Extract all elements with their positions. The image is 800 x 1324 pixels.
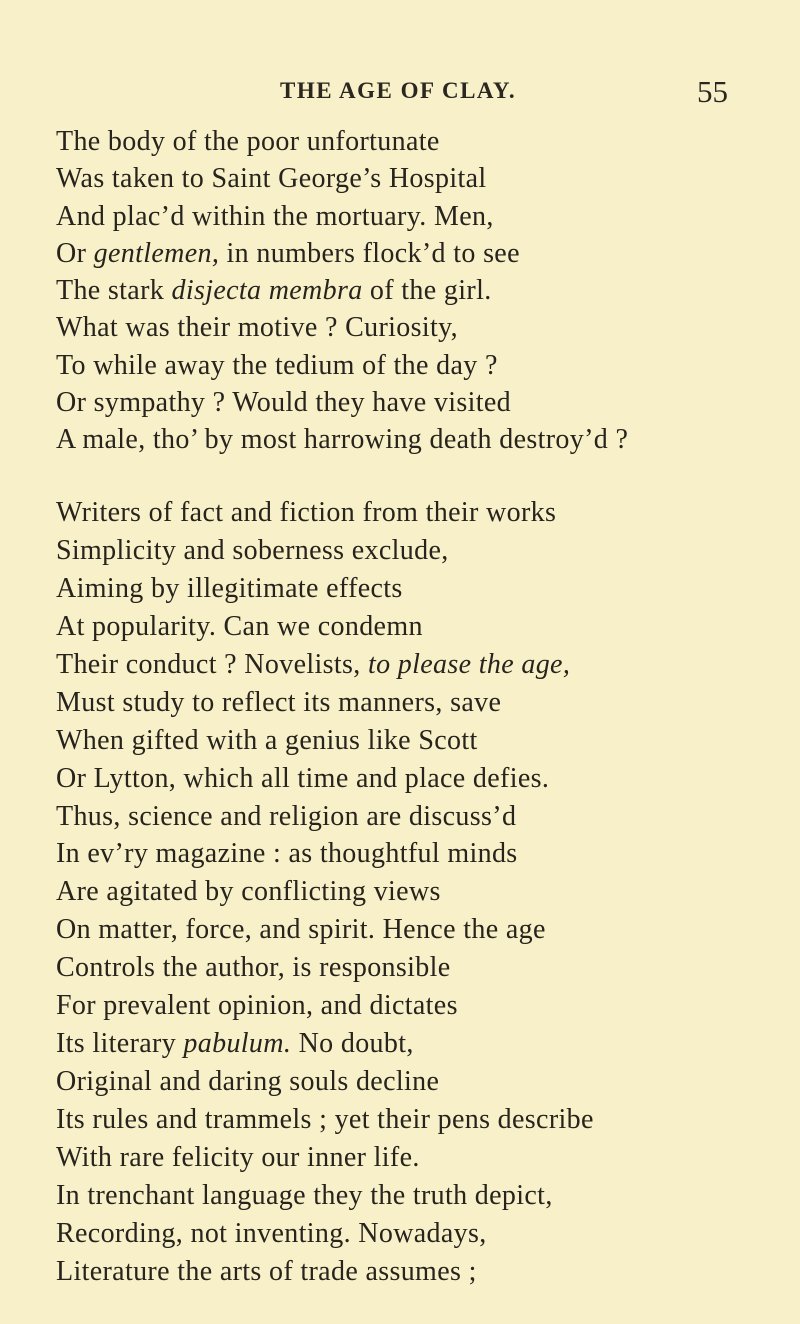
poem-line bbox=[56, 608, 796, 646]
poem-line bbox=[56, 722, 796, 760]
poem-line bbox=[56, 873, 796, 911]
line-text: Aiming by illegitimate effects bbox=[56, 572, 403, 604]
poem-line bbox=[56, 123, 796, 160]
poem-line bbox=[56, 949, 796, 987]
line-text: What was their motive ? Curiosity, bbox=[56, 312, 458, 344]
line-text: Original and daring souls decline bbox=[56, 1066, 440, 1098]
poem-line bbox=[56, 684, 796, 722]
line-text: The body of the poor unfortunate bbox=[56, 126, 440, 157]
line-text: For prevalent opinion, and dictates bbox=[56, 990, 458, 1022]
line-text: At popularity. Can we condemn bbox=[56, 610, 423, 642]
line-text: In ev’ry magazine : as thoughtful minds bbox=[56, 838, 518, 870]
poem-line bbox=[56, 760, 796, 798]
poem-line bbox=[56, 911, 796, 949]
line-text: in numbers flock’d to see bbox=[219, 237, 520, 269]
line-text: To while away the tedium of the day ? bbox=[56, 349, 498, 381]
line-text: Their conduct ? Novelists, bbox=[56, 648, 368, 680]
stanza bbox=[56, 494, 796, 1291]
poem-line bbox=[56, 646, 796, 684]
line-text: And plac’d within the mortuary. Men, bbox=[56, 200, 494, 232]
line-text: On matter, force, and spirit. Hence the age bbox=[56, 914, 546, 946]
line-text: In trenchant language they the truth depict, bbox=[56, 1179, 553, 1211]
poem-line bbox=[56, 1139, 796, 1177]
poem-line bbox=[56, 272, 796, 309]
italic-text: gentlemen, bbox=[93, 237, 220, 269]
line-text: Literature the arts of trade assumes ; bbox=[56, 1255, 477, 1287]
line-text: A male, tho’ by most harrowing death destroy’d ? bbox=[56, 424, 629, 456]
poem-line bbox=[56, 570, 796, 608]
poem-line bbox=[56, 1253, 796, 1291]
poem-line bbox=[56, 309, 796, 346]
poem-line bbox=[56, 1025, 796, 1063]
line-text: Controls the author, is responsible bbox=[56, 952, 451, 984]
line-text: Or sympathy ? Would they have visited bbox=[56, 387, 511, 419]
poem-line bbox=[56, 798, 796, 836]
poem-line bbox=[56, 160, 796, 197]
line-text: Recording, not inventing. Nowadays, bbox=[56, 1217, 487, 1249]
line-text: No doubt, bbox=[291, 1028, 414, 1060]
poem-line bbox=[56, 347, 796, 384]
page-number: 55 bbox=[697, 74, 728, 109]
poem-line bbox=[56, 1101, 796, 1139]
line-text: Simplicity and soberness exclude, bbox=[56, 534, 449, 566]
line-text: Or Lytton, which all time and place defies. bbox=[56, 762, 550, 794]
poem-line bbox=[56, 1215, 796, 1253]
poem-line bbox=[56, 198, 796, 235]
poem-line bbox=[56, 532, 796, 570]
line-text: of the girl. bbox=[362, 275, 492, 307]
italic-text: pabulum. bbox=[183, 1028, 292, 1060]
stanza bbox=[56, 123, 796, 459]
poem-line bbox=[56, 235, 796, 272]
line-text: The stark bbox=[56, 275, 172, 307]
running-title: THE AGE OF CLAY. bbox=[280, 78, 517, 103]
line-text: Thus, science and religion are discuss’d bbox=[56, 800, 517, 832]
line-text: Or bbox=[56, 237, 94, 269]
poem-line bbox=[56, 1063, 796, 1101]
line-text: Must study to reflect its manners, save bbox=[56, 686, 502, 718]
italic-text: disjecta membra bbox=[171, 275, 363, 307]
poem-line bbox=[56, 494, 796, 532]
poem-line bbox=[56, 835, 796, 873]
line-text: Its literary bbox=[56, 1028, 184, 1060]
line-text: Was taken to Saint George’s Hospital bbox=[56, 163, 487, 195]
poem-line bbox=[56, 1177, 796, 1215]
line-text: When gifted with a genius like Scott bbox=[56, 724, 478, 756]
poem-line bbox=[56, 987, 796, 1025]
italic-text: to please the age, bbox=[367, 648, 571, 680]
poem-line bbox=[56, 421, 796, 458]
running-head bbox=[0, 74, 800, 114]
poem-line bbox=[56, 384, 796, 421]
line-text: With rare felicity our inner life. bbox=[56, 1141, 420, 1173]
line-text: Its rules and trammels ; yet their pens describe bbox=[56, 1104, 594, 1135]
line-text: Writers of fact and fiction from their works bbox=[56, 497, 557, 528]
line-text: Are agitated by conflicting views bbox=[56, 876, 441, 908]
